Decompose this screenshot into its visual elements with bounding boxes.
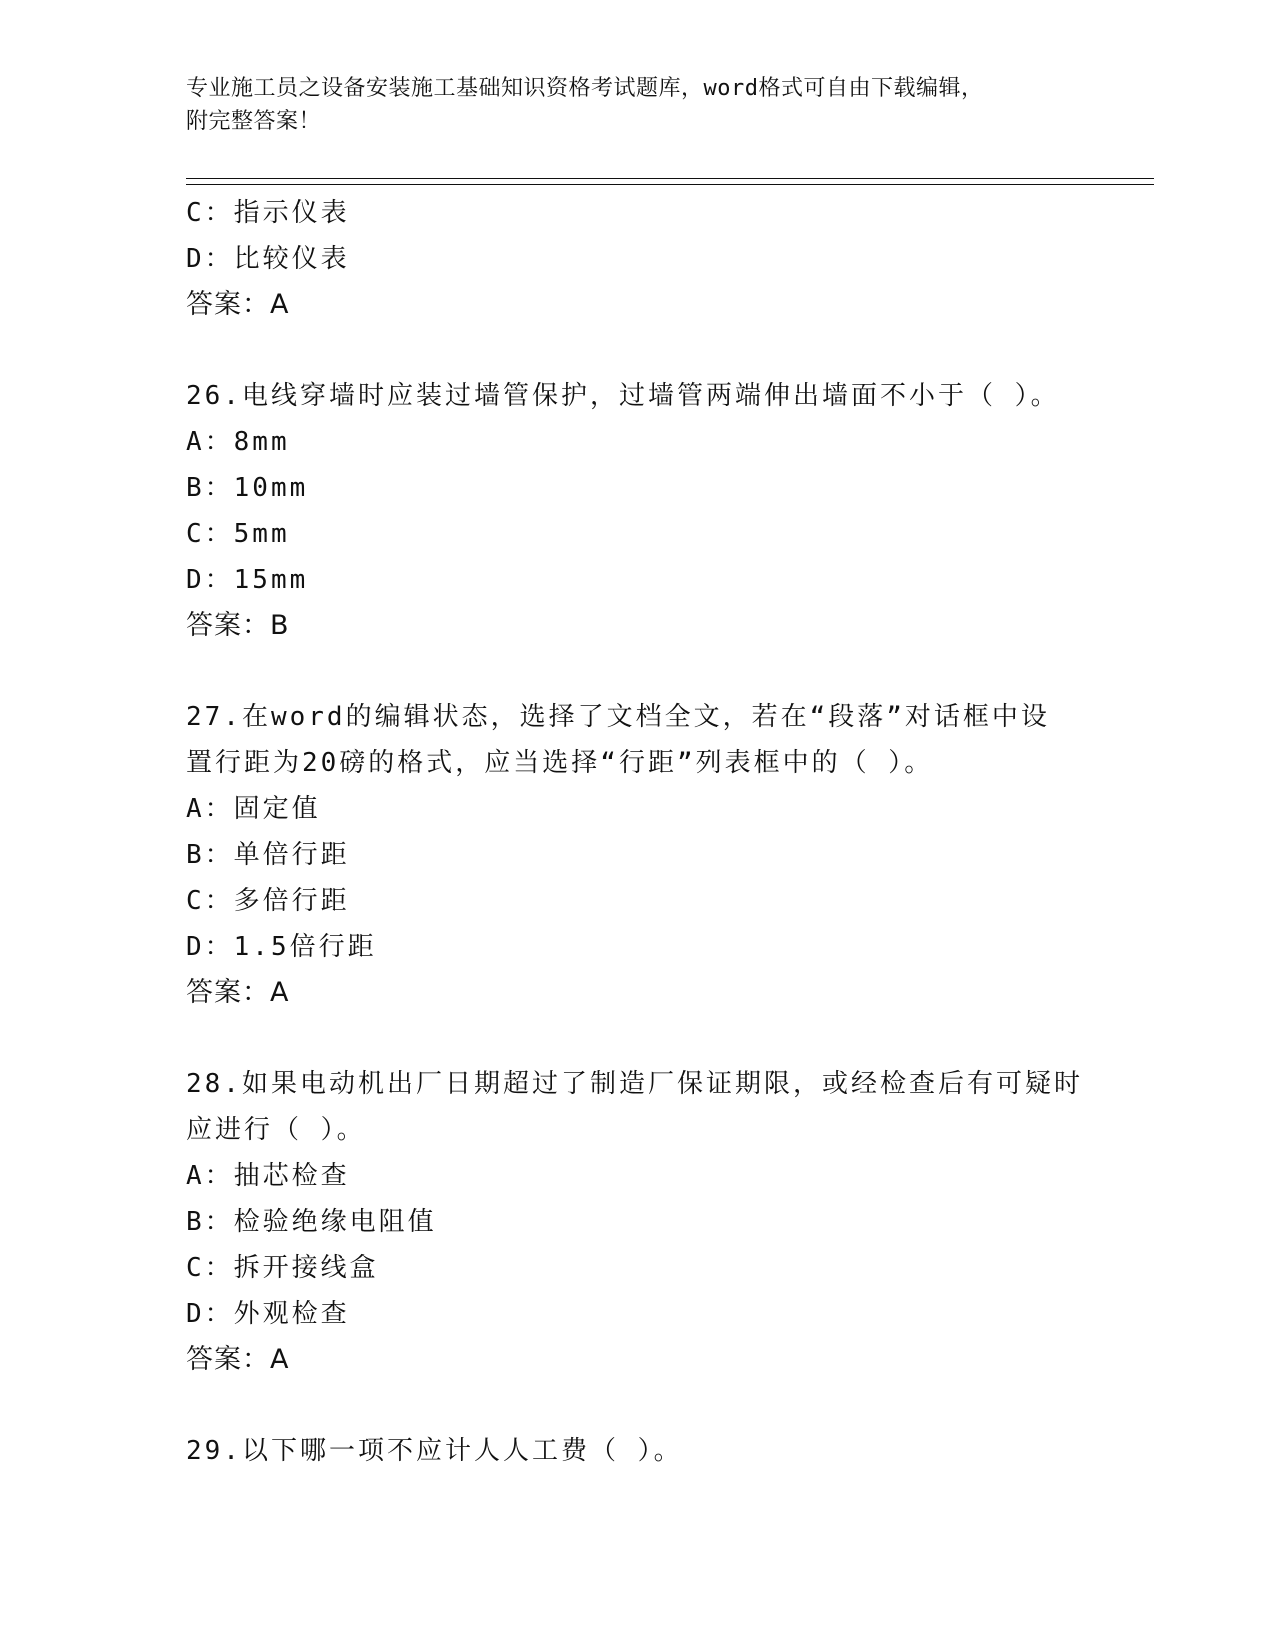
question-27 — [186, 694, 1086, 1016]
question-text-continued: 应进行（ ）。 — [186, 1115, 366, 1145]
header-line-1: 专业施工员之设备安装施工基础知识资格考试题库，word格式可自由下载编辑， — [186, 76, 984, 101]
option-c: C：5mm — [186, 519, 290, 549]
option-d: D：外观检查 — [186, 1299, 350, 1329]
spacer — [186, 649, 1086, 694]
header-line-2: 附完整答案！ — [186, 109, 322, 134]
option-d: D：比较仪表 — [186, 244, 350, 274]
option-d: D：15mm — [186, 565, 309, 595]
option-b: B：检验绝缘电阻值 — [186, 1207, 437, 1237]
spacer — [186, 328, 1086, 373]
question-text: 27.在word的编辑状态，选择了文档全文，若在“段落”对话框中设 — [186, 702, 1050, 732]
answer-line: 答案：A — [186, 289, 290, 320]
answer-line: 答案：B — [186, 610, 290, 641]
question-29 — [186, 1428, 1086, 1474]
spacer — [186, 1016, 1086, 1061]
option-a: A：固定值 — [186, 794, 321, 824]
question-list — [186, 190, 1086, 1474]
option-b: B：单倍行距 — [186, 840, 350, 870]
document-header — [186, 72, 1066, 138]
spacer — [186, 1383, 1086, 1428]
answer-line: 答案：A — [186, 977, 290, 1008]
question-text-continued: 置行距为20磅的格式，应当选择“行距”列表框中的（ ）。 — [186, 748, 934, 778]
option-b: B：10mm — [186, 473, 309, 503]
option-d: D：1.5倍行距 — [186, 932, 377, 962]
option-c: C：拆开接线盒 — [186, 1253, 379, 1283]
question-text: 29.以下哪一项不应计人人工费（ ）。 — [186, 1436, 683, 1466]
option-c: C：指示仪表 — [186, 198, 350, 228]
question-text: 26.电线穿墙时应装过墙管保护，过墙管两端伸出墙面不小于（ ）。 — [186, 381, 1060, 411]
answer-line: 答案：A — [186, 1344, 290, 1375]
previous-question-tail — [186, 190, 1086, 328]
option-a: A：抽芯检查 — [186, 1161, 350, 1191]
question-text: 28.如果电动机出厂日期超过了制造厂保证期限，或经检查后有可疑时 — [186, 1069, 1083, 1099]
header-divider — [186, 178, 1154, 185]
option-a: A：8mm — [186, 427, 290, 457]
question-26 — [186, 373, 1086, 649]
option-c: C：多倍行距 — [186, 886, 350, 916]
question-28 — [186, 1061, 1086, 1383]
